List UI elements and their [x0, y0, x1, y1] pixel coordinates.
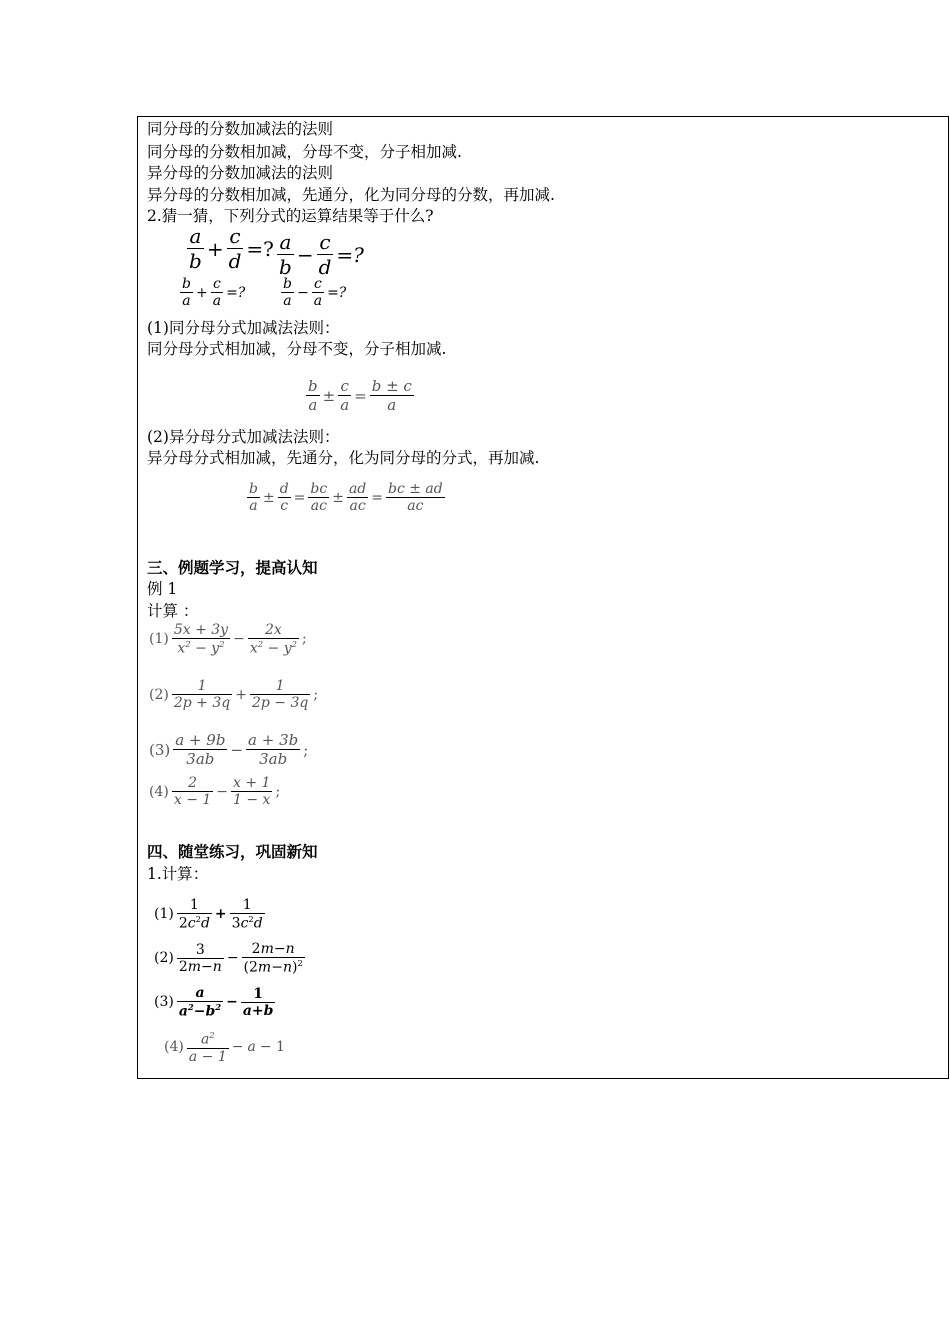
practice-problem-2: (2) $\frac{3}{2m-n}$ − $\frac{2m-n}{(2m-n)^2}$ [154, 941, 303, 976]
frac-rule2-text: 异分母分式相加减，先通分，化为同分母的分式，再加减. [147, 449, 540, 467]
example-problem-4: (4) $\frac{2}{x - 1}$ − $\frac{x + 1}{1 - x}$ ; [149, 775, 281, 808]
example-problem-1: (1) $\frac{5x + 3y}{x^2 - y^2}$ − $\frac{2x}{x^2 - y^2}$ ; [149, 622, 307, 657]
example-problem-3: (3) $\frac{a + 9b}{3ab}$ − $\frac{a + 3b}{3ab}$ ; [149, 731, 309, 768]
compute-label: 计算 ： [147, 602, 199, 620]
rule-same-text: 同分母的分数相加减，分母不变，分子相加减. [147, 143, 462, 161]
practice-problem-1: (1) $\frac{1}{2c^2d}$ + $\frac{1}{3c^2d}$ [154, 897, 263, 932]
guess-formula-sub-small: $\frac{b}{a}$ − $\frac{c}{a}$ =? [283, 276, 347, 309]
rule-diff-text: 异分母的分数相加减，先通分，化为同分母的分数，再加减. [147, 186, 555, 204]
diff-denominator-formula: $\frac{b}{a}$ ± $\frac{d}{c}$ = $\frac{bc}{ac}$ ± $\frac{ad}{ac}$ = $\frac{bc \pm ad}{ac}$ [249, 481, 443, 514]
section4-title: 四、随堂练习，巩固新知 [147, 842, 318, 861]
practice-label: 1.计算： [147, 865, 209, 883]
rule-diff-title: 异分母的分数加减法的法则 [147, 164, 334, 182]
frac-rule1-title: (1)同分母分式加减法法则： [147, 319, 340, 337]
guess-formula-add-large: $\frac{a}{b}$ + $\frac{c}{d}$ =? [189, 224, 274, 273]
practice-problem-3: (3) $\frac{a}{a^2-b^2}$ − $\frac{1}{a+b}$ [154, 985, 274, 1020]
guess-formula-sub-large: $\frac{a}{b}$ − $\frac{c}{d}$ =? [279, 230, 364, 279]
guess-prompt: 2.猜一猜，下列分式的运算结果等于什么? [147, 207, 434, 225]
guess-formula-add-small: $\frac{b}{a}$ + $\frac{c}{a}$ =? [182, 276, 246, 309]
section3-title: 三、例题学习，提高认知 [147, 558, 318, 577]
example-label: 例 1 [147, 580, 178, 598]
practice-problem-4: (4) $\frac{a^2}{a - 1}$ − a − 1 [164, 1030, 285, 1065]
frac-rule1-text: 同分母分式相加减，分母不变，分子相加减. [147, 340, 447, 358]
example-problem-2: (2) $\frac{1}{2p + 3q}$ + $\frac{1}{2p - 3q}$ ; [149, 678, 319, 711]
frac-rule2-title: (2)异分母分式加减法法则： [147, 428, 340, 446]
rule-same-title: 同分母的分数加减法的法则 [147, 120, 334, 138]
same-denominator-formula: $\frac{b}{a}$ ± $\frac{c}{a}$ = $\frac{b \pm c}{a}$ [308, 377, 412, 414]
